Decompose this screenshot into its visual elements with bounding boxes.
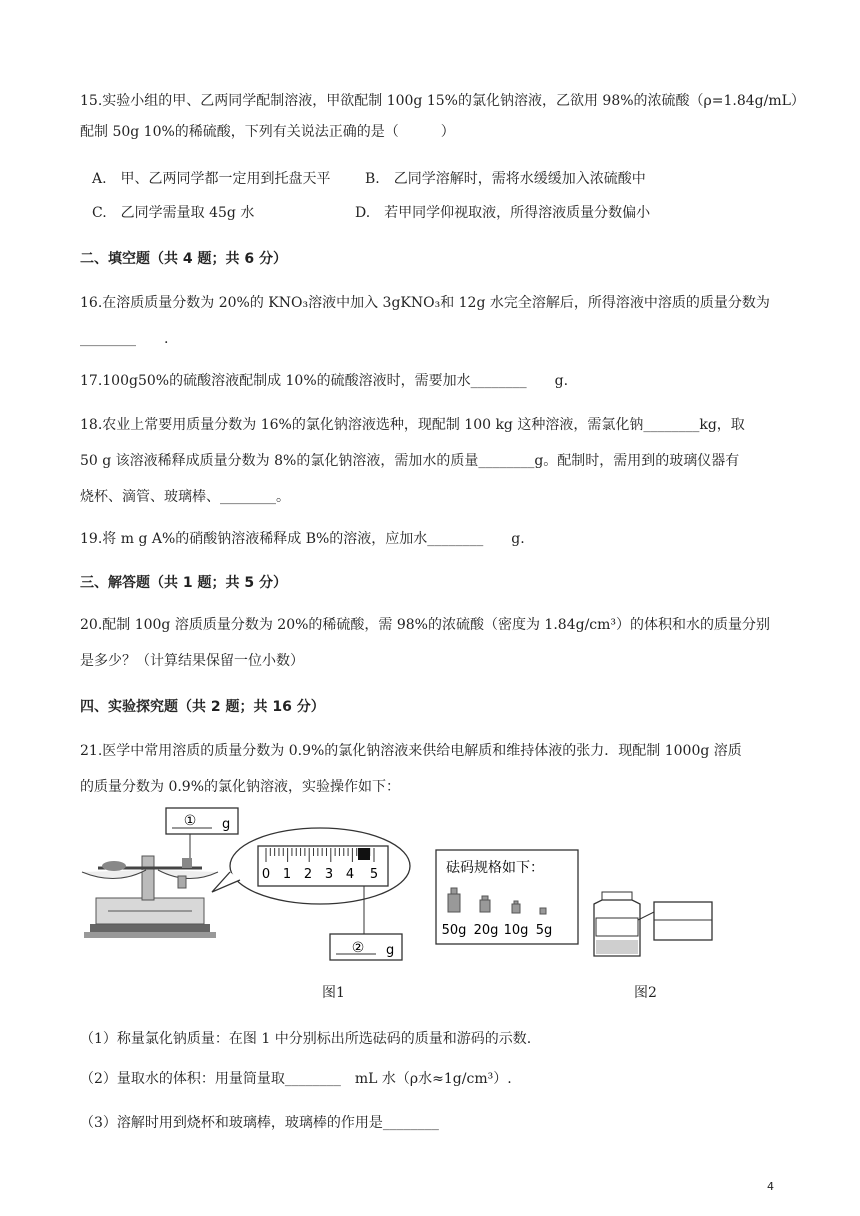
q15-option-a: A. 甲、乙两同学都一定用到托盘天平 — [92, 171, 331, 187]
ruler-label: 4 — [345, 867, 355, 882]
weights-panel — [436, 850, 578, 944]
q15-option-d: D. 若甲同学仰视取液，所得溶液质量分数偏小 — [355, 205, 651, 221]
weight-label: 5g — [535, 923, 553, 938]
weight-label: 50g — [441, 923, 467, 938]
blank-1-unit: g — [222, 817, 231, 832]
q21-sub3: （3）溶解时用到烧杯和玻璃棒，玻璃棒的作用是________ — [80, 1115, 439, 1131]
weight-label: 10g — [503, 923, 529, 938]
q16-line2: ________ . — [80, 331, 169, 347]
ruler-label: 5 — [369, 867, 379, 882]
ruler-label: 1 — [282, 867, 292, 882]
q15-option-b: B. 乙同学溶解时，需将水缓缓加入浓硫酸中 — [365, 171, 646, 187]
blank-box-2 — [330, 934, 402, 960]
balance-scale — [82, 856, 218, 938]
ruler-label: 2 — [303, 867, 313, 882]
page-number: 4 — [767, 1180, 774, 1193]
q21-line1: 21.医学中常用溶质的质量分数为 0.9%的氯化钠溶液来供给电解质和维持体液的张力．现配制 1000g 溶质 — [80, 743, 742, 759]
q21-line2: 的质量分数为 0.9%的氯化钠溶液，实验操作如下： — [80, 779, 401, 795]
q20-line1: 20.配制 100g 溶质质量分数为 20%的稀硫酸，需 98%的浓硫酸（密度为 1.84g/cm³）的体积和水的质量分别 — [80, 617, 771, 633]
ruler-label: 0 — [261, 867, 271, 882]
blank-2-label: ② — [351, 940, 365, 956]
reagent-bottle — [594, 892, 712, 956]
rider-ruler-callout — [212, 828, 410, 934]
q15-option-c: C. 乙同学需量取 45g 水 — [92, 205, 255, 221]
section-heading-experiment: 四、实验探究题（共 2 题；共 16 分） — [80, 699, 325, 715]
blank-box-1 — [166, 808, 238, 864]
weight-label: 20g — [473, 923, 499, 938]
q19-line: 19.将 m g A%的硝酸钠溶液稀释成 B%的溶液，应加水________ g. — [80, 531, 525, 547]
section-heading-fill-in: 二、填空题（共 4 题；共 6 分） — [80, 251, 287, 267]
q16-line1: 16.在溶质质量分数为 20%的 KNO₃溶液中加入 3gKNO₃和 12g 水完全溶解后，所得溶液中溶质的质量分数为 — [80, 295, 770, 311]
rider-marker — [358, 848, 370, 860]
q20-line2: 是多少？（计算结果保留一位小数） — [80, 653, 304, 669]
q21-sub2: （2）量取水的体积：用量筒量取________ mL 水（ρ水≈1g/cm³）. — [80, 1071, 512, 1087]
figure-2-caption: 图2 — [634, 985, 657, 1001]
weights-title: 砝码规格如下： — [446, 860, 544, 876]
bottle-label-box — [654, 902, 712, 940]
blank-2-unit: g — [386, 943, 395, 958]
experiment-figure — [78, 806, 728, 1006]
q17-line: 17.100g50%的硫酸溶液配制成 10%的硫酸溶液时，需要加水________ g. — [80, 373, 569, 389]
figure-1-caption: 图1 — [322, 985, 345, 1001]
q21-sub1: （1）称量氯化钠质量：在图 1 中分别标出所选砝码的质量和游码的示数. — [80, 1031, 532, 1047]
ruler-label: 3 — [324, 867, 334, 882]
q18-line3: 烧杯、滴管、玻璃棒、________。 — [80, 489, 290, 505]
q18-line1: 18.农业上常要用质量分数为 16%的氯化钠溶液选种，现配制 100 kg 这种溶液，需氯化钠________kg，取 — [80, 417, 745, 433]
q18-line2: 50 g 该溶液稀释成质量分数为 8%的氯化钠溶液，需加水的质量________g。配制时，需用到的玻璃仪器有 — [80, 453, 740, 469]
q15-line1: 15.实验小组的甲、乙两同学配制溶液，甲欲配制 100g 15%的氯化钠溶液，乙欲用 98%的浓硫酸（ρ=1.84g/mL） — [80, 93, 805, 109]
blank-1-label: ① — [183, 813, 197, 829]
q15-line2: 配制 50g 10%的稀硫酸，下列有关说法正确的是（ ） — [80, 124, 455, 140]
figure-drawing — [78, 806, 728, 1006]
section-heading-solve: 三、解答题（共 1 题；共 5 分） — [80, 575, 287, 591]
